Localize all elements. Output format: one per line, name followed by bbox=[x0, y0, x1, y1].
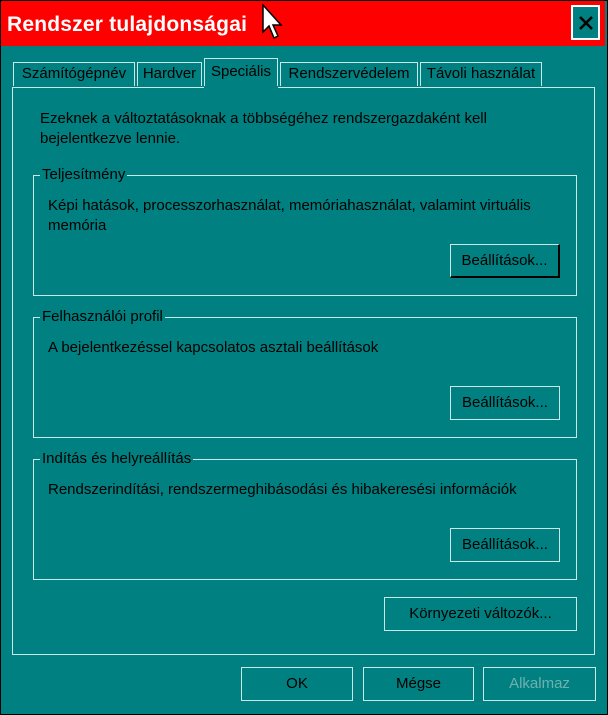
performance-group bbox=[33, 166, 577, 296]
performance-description: Képi hatások, processzorhasználat, memóriahasználat, valamint virtuális memória bbox=[48, 197, 531, 234]
tab-advanced[interactable]: Speciális bbox=[204, 58, 278, 88]
title-bar[interactable] bbox=[1, 1, 605, 46]
admin-notice-text: Ezeknek a változtatásoknak a többségéhez rendszergazdaként kell bejelentkezve lennie. bbox=[40, 110, 487, 147]
apply-button[interactable]: Alkalmaz bbox=[483, 667, 596, 701]
active-tab-joint bbox=[204, 86, 278, 89]
environment-variables-button[interactable]: Környezeti változók... bbox=[384, 597, 577, 631]
tab-remote[interactable]: Távoli használat bbox=[420, 62, 542, 86]
close-icon bbox=[578, 15, 594, 31]
tab-hardware[interactable]: Hardver bbox=[137, 62, 202, 86]
user-profile-description: A bejelentkezéssel kapcsolatos asztali beállítások bbox=[48, 339, 379, 356]
window-title: Rendszer tulajdonságai bbox=[7, 13, 248, 36]
mouse-cursor-icon bbox=[262, 4, 284, 40]
performance-group-label: Teljesítmény bbox=[42, 166, 126, 183]
tab-computer-name[interactable]: Számítógépnév bbox=[13, 62, 135, 86]
startup-recovery-group-label: Indítás és helyreállítás bbox=[42, 450, 192, 467]
startup-recovery-group bbox=[33, 450, 577, 580]
user-profile-group-label: Felhasználói profil bbox=[42, 308, 163, 325]
cancel-button[interactable]: Mégse bbox=[363, 667, 474, 701]
ok-button[interactable]: OK bbox=[241, 667, 353, 701]
close-button[interactable] bbox=[571, 5, 600, 40]
user-profile-settings-button[interactable]: Beállítások... bbox=[450, 386, 560, 420]
tab-system-protection[interactable]: Rendszervédelem bbox=[280, 62, 418, 86]
user-profile-group bbox=[33, 308, 577, 438]
performance-settings-button[interactable]: Beállítások... bbox=[450, 244, 560, 278]
startup-recovery-settings-button[interactable]: Beállítások... bbox=[450, 528, 560, 562]
startup-recovery-description: Rendszerindítási, rendszermeghibásodási és hibakeresési információk bbox=[48, 481, 517, 498]
